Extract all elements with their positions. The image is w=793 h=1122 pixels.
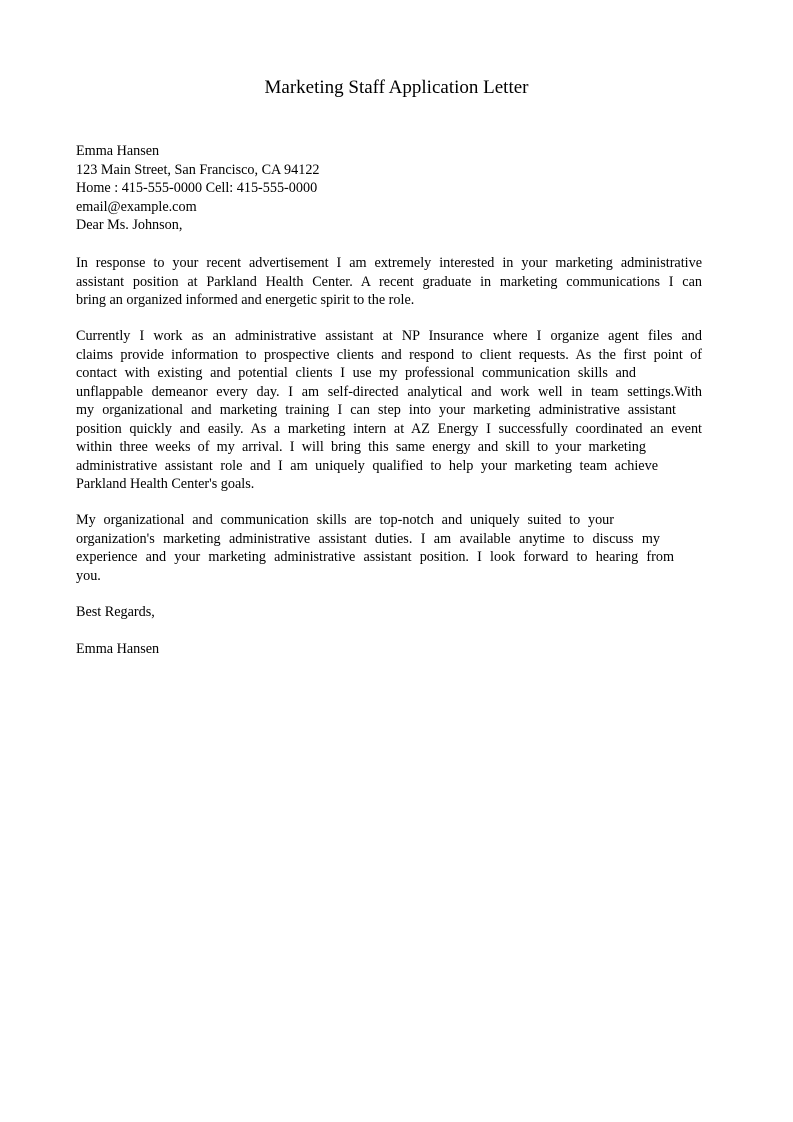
paragraph-line: In response to your recent advertisement I am extremely interested in your marketing administrative [76, 255, 702, 271]
salutation: Dear Ms. Johnson, [76, 217, 183, 233]
paragraph-line: assistant position at Parkland Health Center. A recent graduate in marketing communications I can [76, 273, 702, 290]
signature [76, 640, 702, 659]
letter-title: Marketing Staff Application Letter [264, 77, 529, 98]
sender-email: email@example.com [76, 198, 197, 215]
paragraph-line: you. [76, 567, 101, 584]
closing [76, 603, 702, 622]
paragraph-3 [76, 511, 702, 585]
paragraph-line: claims provide information to prospective clients and respond to client requests. As the first point of [76, 346, 702, 363]
sender-name: Emma Hansen [76, 143, 160, 159]
paragraph-line: position quickly and easily. As a marketing intern at AZ Energy I successfully coordinated an event [76, 420, 702, 437]
paragraph-line: Parkland Health Center's goals. [76, 476, 255, 492]
paragraph-2 [76, 327, 702, 494]
paragraph-line: bring an organized informed and energetic spirit to the role. [76, 292, 415, 308]
paragraph-line: Currently I work as an administrative assistant at NP Insurance where I organize agent files and [76, 328, 702, 344]
paragraph-line: within three weeks of my arrival. I will bring this same energy and skill to your marketing [76, 439, 646, 455]
sender-address: 123 Main Street, San Francisco, CA 94122 [76, 161, 320, 178]
paragraph-line: contact with existing and potential clients I use my professional communication skills and [76, 365, 636, 381]
closing-text: Best Regards, [76, 604, 155, 620]
paragraph-1 [76, 254, 702, 310]
paragraph-line: organization's marketing administrative assistant duties. I am available anytime to discuss my [76, 530, 660, 547]
signature-name: Emma Hansen [76, 641, 160, 657]
paragraph-line: unflappable demeanor every day. I am self-directed analytical and work well in team settings.With [76, 383, 702, 400]
paragraph-line: administrative assistant role and I am uniquely qualified to help your marketing team achieve [76, 457, 658, 474]
sender-phones: Home : 415-555-0000 Cell: 415-555-0000 [76, 180, 318, 196]
sender-block [76, 142, 702, 235]
paragraph-line: my organizational and marketing training I can step into your marketing administrative assistant [76, 402, 676, 418]
paragraph-line: My organizational and communication skills are top-notch and uniquely suited to your [76, 512, 614, 528]
paragraph-line: experience and your marketing administrative assistant position. I look forward to hearing from [76, 549, 674, 565]
